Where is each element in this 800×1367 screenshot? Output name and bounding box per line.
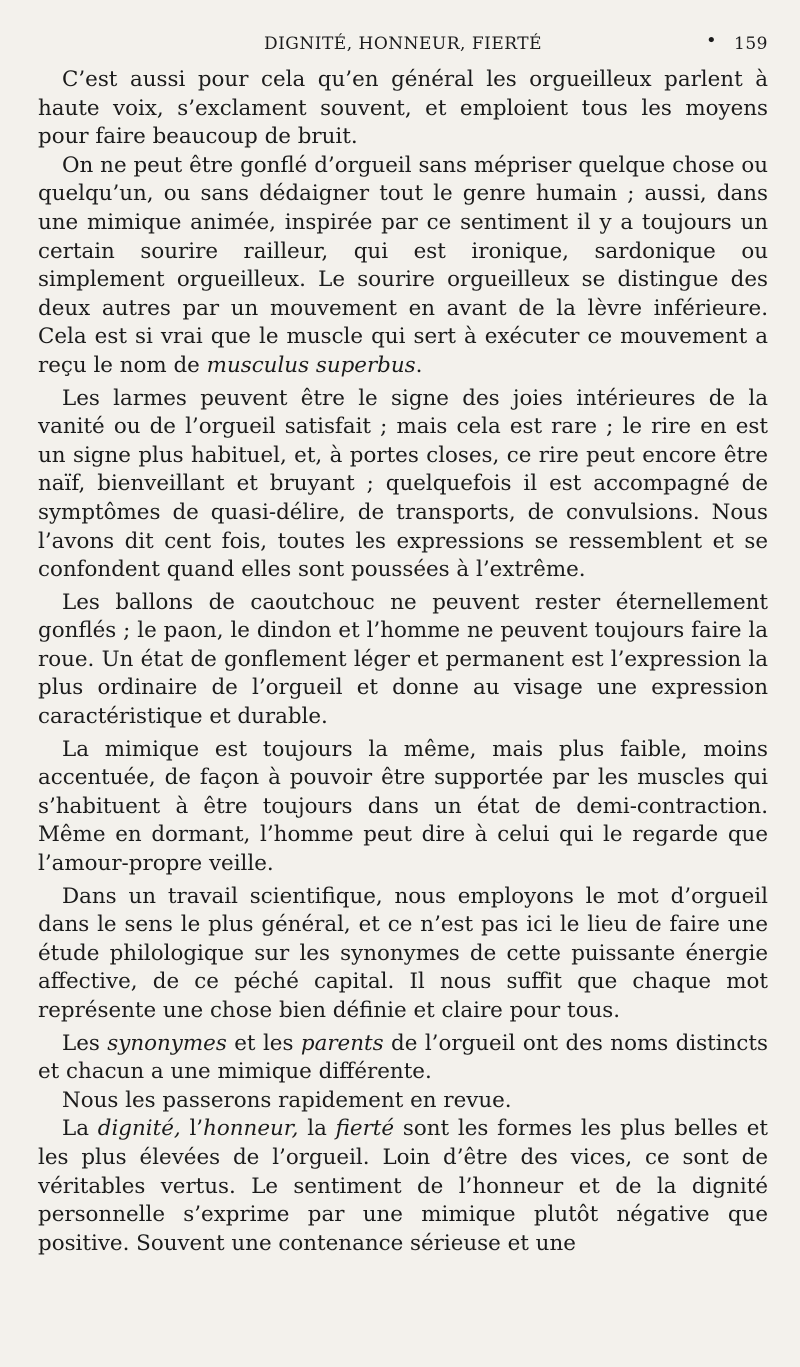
paragraph-4: Les ballons de caoutchouc ne peuvent rester éternellement gonflés ; le paon, le dindon et l’homme ne peuvent toujours faire la roue. Un état de gonflement léger et permanent est l’expression la plus ordinaire de l’orgueil et donne au visage une expression caractéristique et durable.: [38, 589, 768, 730]
last-italic-1: dignité,: [97, 1116, 181, 1142]
paragraph-2-text: On ne peut être gonflé d’orgueil sans mépriser quelque chose ou quelqu’un, ou sans dédaigner tout le genre humain ; aussi, dans une mimique animée, inspirée par ce sentiment il y a toujours un certain sourire railleur, qui est ironique, sardonique ou simplement orgueilleux. Le sourire orgueilleux se distingue des deux autres par un mouvement en avant de la lèvre inférieure. Cela est si vrai que le muscle qui sert à exécuter ce mouvement a reçu le nom de: [38, 152, 768, 378]
body-text: [38, 66, 768, 1258]
synonyms-text-2: et les: [234, 1030, 294, 1056]
running-head: [38, 30, 768, 60]
running-title: DIGNITÉ, HONNEUR, FIERTÉ: [263, 34, 543, 54]
synonyms-text-1: Les: [62, 1030, 100, 1056]
last-text-3: la: [307, 1116, 327, 1142]
last-text-2: l’: [189, 1116, 204, 1142]
paragraph-synonyms: [38, 1030, 768, 1087]
paragraph-6: Dans un travail scientifique, nous employons le mot d’orgueil dans le sens le plus général, et ce n’est pas ici le lieu de faire une étude philologique sur les synonymes de cette puissante énergie affective, de ce péché capital. Il nous suffit que chaque mot représente une chose bien définie et claire pour tous.: [38, 883, 768, 1023]
synonyms-text-3: de l’orgueil ont des noms distincts et chacun a une mimique différente.: [38, 1030, 768, 1085]
last-italic-2: honneur,: [203, 1116, 299, 1142]
last-text-4: sont les formes les plus belles et les plus élevées de l’orgueil. Loin d’être des vices, ce sont de véritables vertus. Le sentiment de l’honneur et de la dignité personnelle s’exprime par une mimique plutôt négative que positive. Souvent une contenance sérieuse et une: [38, 1116, 768, 1256]
page-number: 159: [734, 34, 768, 54]
muscle-name: musculus superbus: [206, 352, 416, 378]
synonyms-italic-2: parents: [300, 1030, 384, 1056]
paragraph-3: Les larmes peuvent être le signe des joies intérieures de la vanité ou de l’orgueil satisfait ; mais cela est rare ; le rire en est un signe plus habituel, et, à portes closes, ce rire peut encore être naïf, bienveillant et bruyant ; quelquefois il est accompagné de symptômes de quasi-délire, de transports, de convulsions. Nous l’avons dit cent fois, toutes les expressions se ressemblent et se confondent quand elles sont poussées à l’extrême.: [38, 385, 768, 583]
paragraph-5: La mimique est toujours la même, mais plus faible, moins accentuée, de façon à pouvoir être supportée par les muscles qui s’habituent à être toujours dans un état de demi-contraction. Même en dormant, l’homme peut dire à celui qui le regarde que l’amour-propre veille.: [38, 736, 768, 877]
synonyms-italic-1: synonymes: [107, 1030, 227, 1056]
paragraph-last: [38, 1115, 768, 1258]
last-text-1: La: [62, 1116, 89, 1142]
paragraph-2: On ne peut être gonflé d’orgueil sans mépriser quelque chose ou quelqu’un, ou sans dédaigner tout le genre humain ; aussi, dans une mimique animée, inspirée par ce sentiment il y a toujours un certain sourire railleur, qui est ironique, sardonique ou simplement orgueilleux. Le sourire orgueilleux se distingue des deux autres par un mouvement en avant de la lèvre inférieure. Cela est si vrai que le muscle qui sert à exécuter ce mouvement a reçu le nom de musculus superbus.: [38, 152, 768, 378]
running-head-dot: •: [706, 30, 718, 51]
paragraph-1: C’est aussi pour cela qu’en général les orgueilleux parlent à haute voix, s’exclament souvent, et emploient tous les moyens pour faire beaucoup de bruit.: [38, 67, 768, 150]
paragraph-review: Nous les passerons rapidement en revue.: [62, 1087, 512, 1113]
last-italic-3: fierté: [335, 1116, 395, 1142]
